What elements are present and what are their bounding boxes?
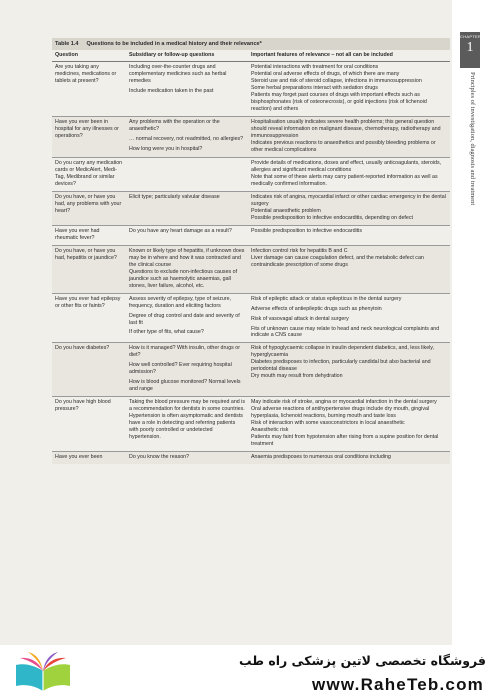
table-row (52, 452, 450, 464)
relevance-paragraph: Indicates previous reactions to anaesthetics and possibly bleeding problems or other medical complications (251, 139, 436, 153)
watermark-footer (0, 645, 500, 700)
followup-paragraph: Including over-the-counter drugs and complementary medicines such as herbal remedies (129, 63, 227, 84)
header-followup: Subsidiary or follow-up questions (126, 50, 248, 61)
cell-followup (126, 397, 248, 452)
relevance-paragraph: Risk of hypoglycaemic collapse in insulin dependent diabetics, and, less likely, hyperglycaemia (251, 345, 435, 359)
question-paragraph: Have you ever had epilepsy or other fits or faints? (55, 295, 121, 309)
cell-followup (126, 191, 248, 225)
table-title: Questions to be included in a medical history and their relevance* (86, 41, 262, 47)
relevance-paragraph: Risk of epileptic attack or status epilepticus in the dental surgery (251, 295, 402, 302)
relevance-paragraph: Potential interactions with treatment for oral conditions (251, 63, 379, 70)
followup-paragraph: Taking the blood pressure may be required and is a recommendation for dentists in some countries. (129, 399, 246, 413)
table-caption (52, 38, 450, 50)
cell-followup (126, 343, 248, 397)
cell-relevance (248, 293, 450, 343)
table-row (52, 245, 450, 293)
question-paragraph: Have you ever been (55, 454, 103, 461)
relevance-paragraph: Steroid use and risk of steroid collapse, infections in immunosuppression (251, 77, 422, 84)
cell-question (52, 191, 126, 225)
cell-followup (126, 452, 248, 464)
cell-relevance (248, 343, 450, 397)
cell-followup (126, 61, 248, 116)
question-paragraph: Have you ever been in hospital for any illnesses or operations? (55, 118, 119, 139)
followup-paragraph: If other type of fits, what cause? (129, 329, 204, 336)
relevance-paragraph: Risk of interaction with some vasoconstrictors in local anaesthetic (251, 420, 405, 427)
store-website: www.RaheTeb.com (312, 675, 484, 694)
table-row (52, 343, 450, 397)
open-book-logo (12, 651, 74, 695)
followup-paragraph: Do you have any heart damage as a result? (129, 227, 232, 234)
relevance-paragraph: Potential oral adverse effects of drugs, of which there are many (251, 70, 400, 77)
cell-relevance (248, 452, 450, 464)
relevance-paragraph: Patients may forget past courses of drugs with important effects such as bisphosphonates (risk of osteonecrosis), or gold injections (risk of lichenoid reaction) and others (251, 91, 427, 112)
cell-followup (126, 245, 248, 293)
table-row (52, 293, 450, 343)
cell-question (52, 157, 126, 191)
cell-question (52, 452, 126, 464)
page-side-margin (452, 0, 500, 645)
followup-paragraph: Known or likely type of hepatitis, if unknown does may be in where and how it was contracted and the clinical course (129, 247, 245, 268)
table-header-row (52, 50, 450, 61)
cell-relevance (248, 157, 450, 191)
table-row (52, 116, 450, 157)
table-row (52, 225, 450, 245)
table-row (52, 397, 450, 452)
followup-paragraph: Degree of drug control and date and severity of last fit (129, 312, 240, 326)
followup-paragraph: How long were you in hospital? (129, 145, 203, 152)
medical-history-table (52, 50, 450, 464)
cell-question (52, 293, 126, 343)
header-relevance: Important features of relevance – not all can be included (248, 50, 450, 61)
cell-relevance (248, 225, 450, 245)
followup-paragraph: Assess severity of epilepsy, type of seizure, frequency, duration and eliciting factors (129, 295, 232, 309)
question-paragraph: Are you taking any medicines, medications or tablets at present? (55, 63, 117, 84)
running-title: Principles of investigation, diagnosis and treatment (469, 72, 476, 206)
relevance-paragraph: Adverse effects of antiepileptic drugs such as phenytoin (251, 305, 382, 312)
chapter-label: CHAPTER (460, 34, 482, 39)
running-title-container (464, 72, 478, 332)
relevance-paragraph: Hospitalisation usually indicates severe health problems; this general question should reveal information on malignant disease, chemotherapy, radiotherapy and immunosuppression (251, 118, 441, 139)
cell-relevance (248, 61, 450, 116)
question-paragraph: Do you have diabetes? (55, 345, 110, 352)
relevance-paragraph: Possible predisposition to infective endocarditis (251, 227, 363, 234)
relevance-paragraph: Risk of vasovagal attack in dental surgery (251, 315, 349, 322)
table-row (52, 191, 450, 225)
cell-followup (126, 225, 248, 245)
cell-question (52, 397, 126, 452)
chapter-number: 1 (466, 40, 474, 55)
cell-question (52, 61, 126, 116)
followup-paragraph: Elicit type; particularly valvular disease (129, 193, 220, 200)
cell-relevance (248, 191, 450, 225)
relevance-paragraph: Infection control risk for hepatitis B and C (251, 247, 348, 254)
followup-paragraph: Include medication taken in the past (129, 87, 214, 94)
followup-paragraph: Hypertension is often asymptomatic and dentists have a role in detecting and referring patients with poorly controlled or undetected hypertension. (129, 413, 243, 441)
relevance-paragraph: Fits of unknown cause may relate to head and neck neurological complaints and indicate a CNS cause (251, 325, 440, 339)
relevance-paragraph: May indicate risk of stroke, angina or myocardial infarction in the dental surgery (251, 399, 437, 406)
followup-paragraph: … normal recovery, not readmitted, no allergies? (129, 135, 244, 142)
relevance-paragraph: Oral adverse reactions of antihypertensive drugs include dry mouth, gingival hyperplasia, lichenoid reactions, burning mouth and taste loss (251, 406, 430, 420)
relevance-paragraph: Liver damage can cause coagulation defect, and the metabolic defect can contraindicate prescription of some drugs (251, 254, 424, 268)
followup-paragraph: How is it managed? With insulin, other drugs or diet? (129, 345, 240, 359)
relevance-paragraph: Dry mouth may result from dehydration (251, 373, 343, 380)
followup-paragraph: Any problems with the operation or the anaesthetic? (129, 118, 220, 132)
cell-question (52, 245, 126, 293)
table-row (52, 157, 450, 191)
question-paragraph: Do you carry any medication cards or MedicAlert, Medi-Tag, Medibrand or similar devices? (55, 159, 123, 187)
relevance-paragraph: Possible predisposition to infective endocarditis, depending on defect (251, 214, 413, 221)
relevance-paragraph: Indicates risk of angina, myocardial infarct or other cardiac emergency in the dental surgery (251, 193, 446, 207)
followup-paragraph: How is blood glucose monitored? Normal levels and range (129, 379, 241, 393)
store-name-persian: فروشگاه تخصصی لاتین پزشکی راه طب (238, 653, 486, 668)
relevance-paragraph: Provide details of medications, doses and effect, usually anticoagulants, steroids, allergies and significant medical conditions (251, 159, 442, 173)
cell-followup (126, 293, 248, 343)
question-paragraph: Do you have high blood pressure? (55, 399, 111, 413)
followup-paragraph: Questions to exclude non-infectious causes of jaundice such as haemolytic anaemias, gall stones, liver failure, alcohol, etc. (129, 268, 238, 289)
followup-paragraph: Do you know the reason? (129, 454, 190, 461)
header-question: Question (52, 50, 126, 61)
relevance-paragraph: Note that some of these alerts may carry patient-reported information as well as medically confirmed information. (251, 173, 438, 187)
question-paragraph: Do you have, or have you had, hepatitis or jaundice? (55, 247, 117, 261)
cell-followup (126, 116, 248, 157)
cell-relevance (248, 397, 450, 452)
relevance-paragraph: Potential anaesthetic problem (251, 207, 321, 214)
table-body (52, 61, 450, 464)
relevance-paragraph: Diabetes predisposes to infection, particularly candidal but also bacterial and periodontal disease (251, 359, 431, 373)
question-paragraph: Do you have, or have you had, any problems with your heart? (55, 193, 122, 214)
cell-question (52, 225, 126, 245)
cell-question (52, 343, 126, 397)
cell-followup (126, 157, 248, 191)
cell-question (52, 116, 126, 157)
cell-relevance (248, 116, 450, 157)
table-block (52, 38, 450, 464)
chapter-tab (460, 32, 480, 68)
followup-paragraph: How well controlled? Ever requiring hospital admission? (129, 362, 232, 376)
table-row (52, 61, 450, 116)
relevance-paragraph: Patients may faint from hypotension after rising from a supine position for dental treatment (251, 434, 439, 448)
question-paragraph: Have you ever had rheumatic fever? (55, 227, 100, 241)
cell-relevance (248, 245, 450, 293)
relevance-paragraph: Anaesthetic risk (251, 427, 289, 434)
relevance-paragraph: Anaemia predisposes to numerous oral conditions including (251, 454, 391, 461)
relevance-paragraph: Some herbal preparations interact with sedation drugs (251, 84, 378, 91)
table-number: Table 1.4 (55, 41, 79, 47)
